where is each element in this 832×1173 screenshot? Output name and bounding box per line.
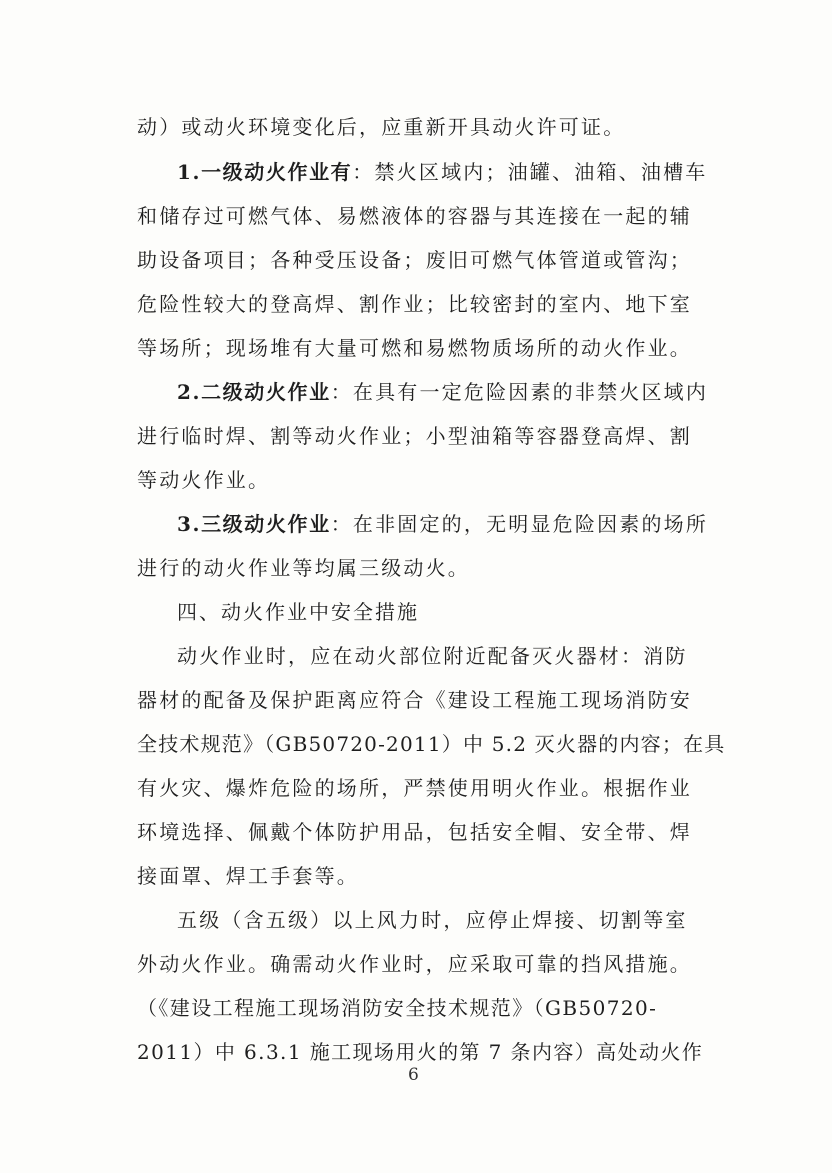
text-line: 器材的配备及保护距离应符合《建设工程施工现场消防安 <box>137 688 692 712</box>
text-line: 和储存过可燃气体、易燃液体的容器与其连接在一起的辅 <box>137 204 692 228</box>
text-line: 进行临时焊、割等动火作业；小型油箱等容器登高焊、割 <box>137 424 692 448</box>
page-number: 6 <box>408 1065 420 1085</box>
level-3-fire-work-label: 3.三级动火作业 <box>177 512 331 536</box>
text-line: 环境选择、佩戴个体防护用品，包括安全帽、安全带、焊 <box>137 820 692 844</box>
section-heading: 四、动火作业中安全措施 <box>177 600 419 624</box>
text-line: 动火作业时，应在动火部位附近配备灭火器材：消防 <box>177 644 688 668</box>
text-line: 外动火作业。确需动火作业时，应采取可靠的挡风措施。 <box>137 952 692 976</box>
text-line: 等动火作业。 <box>137 468 271 492</box>
text-line: 2011）中 6.3.1 施工现场用火的第 7 条内容）高处动火作 <box>137 1040 704 1064</box>
text-line: （《建设工程施工现场消防安全技术规范》（GB50720- <box>137 996 658 1020</box>
text-line: 1.一级动火作业有：禁火区域内；油罐、油箱、油槽车 <box>177 160 708 184</box>
text-line: 危险性较大的登高焊、割作业；比较密封的室内、地下室 <box>137 292 692 316</box>
text-line: 接面罩、焊工手套等。 <box>137 864 359 888</box>
level-1-fire-work-label: 1.一级动火作业有 <box>177 160 353 184</box>
text-line: 全技术规范》（GB50720-2011）中 5.2 灭火器的内容；在具 <box>137 732 726 756</box>
text-line: 助设备项目；各种受压设备；废旧可燃气体管道或管沟； <box>137 248 692 272</box>
text-line: 有火灾、爆炸危险的场所，严禁使用明火作业。根据作业 <box>137 776 692 800</box>
text-line: 进行的动火作业等均属三级动火。 <box>137 556 470 580</box>
text-line: 2.二级动火作业：在具有一定危险因素的非禁火区域内 <box>177 380 709 404</box>
text-line: 动）或动火环境变化后，应重新开具动火许可证。 <box>137 115 626 139</box>
level-2-fire-work-label: 2.二级动火作业 <box>177 380 331 404</box>
text-line: 3.三级动火作业：在非固定的，无明显危险因素的场所 <box>177 512 709 536</box>
text-line: 五级（含五级）以上风力时，应停止焊接、切割等室 <box>177 908 688 932</box>
text-line: 等场所；现场堆有大量可燃和易燃物质场所的动火作业。 <box>137 336 692 360</box>
